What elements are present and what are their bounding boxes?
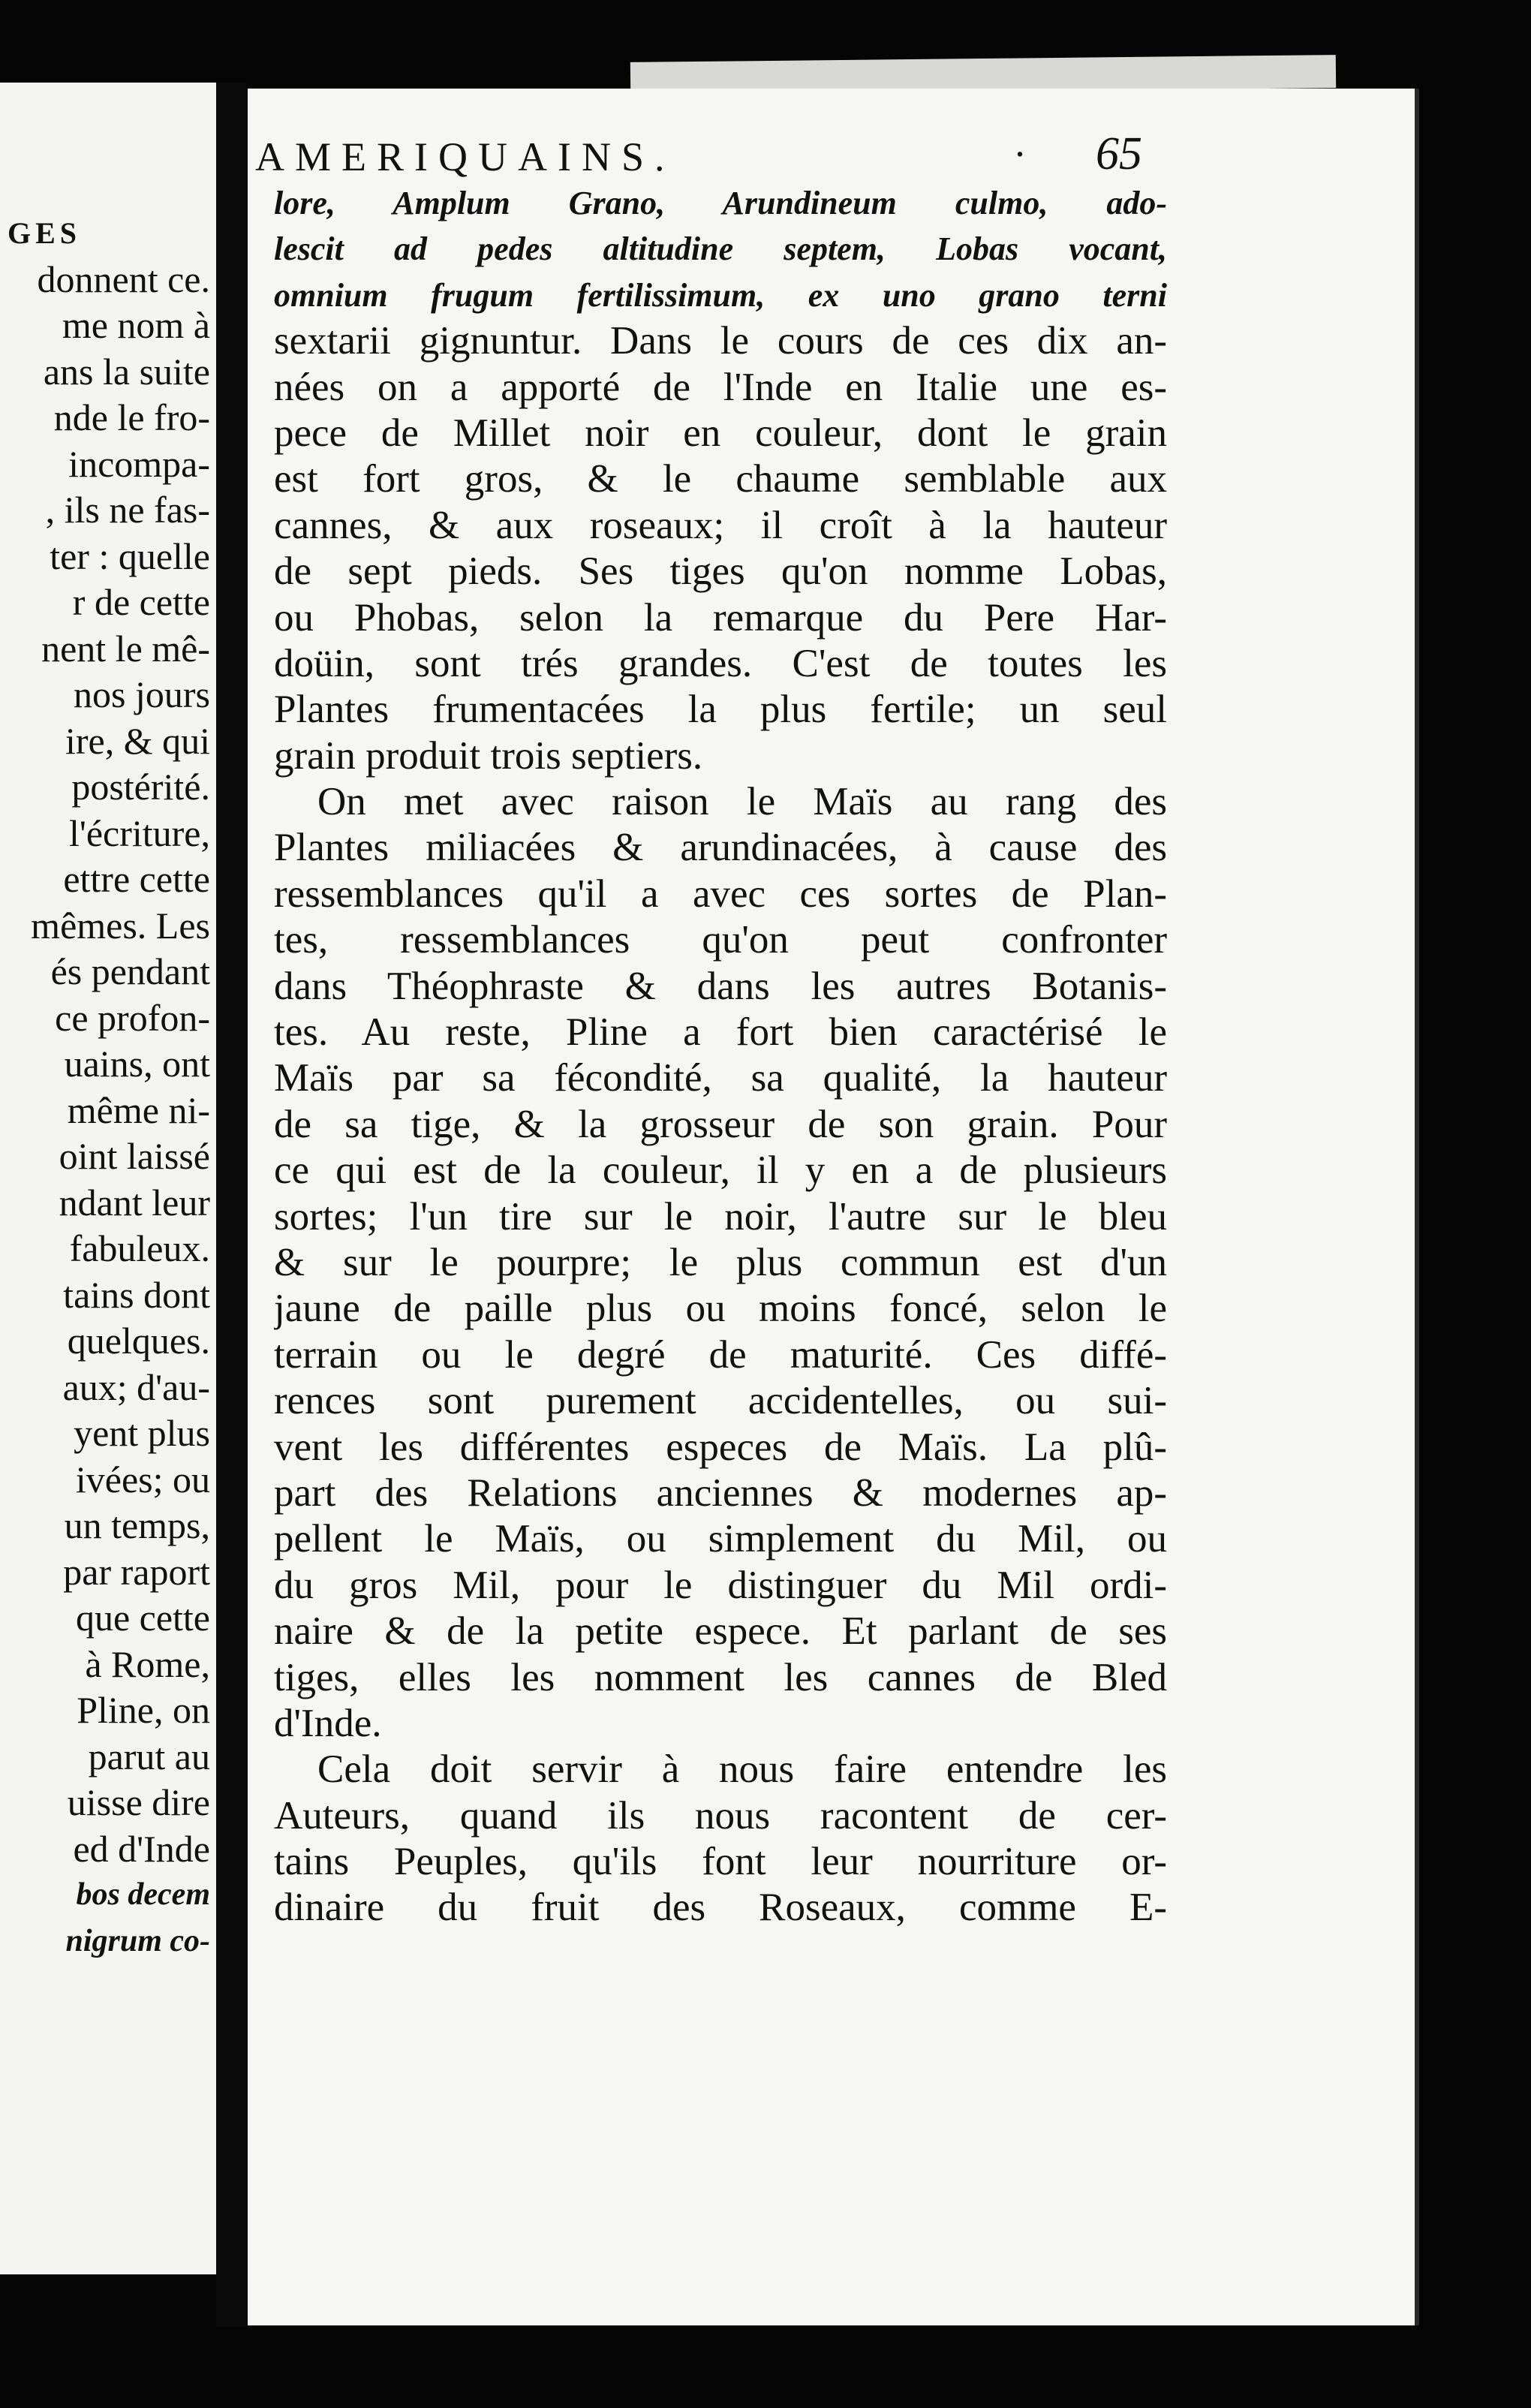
left-text-line: nde le fro- — [53, 396, 210, 438]
text-line: tains Peuples, qu'ils font leur nourriture or- — [274, 1840, 1167, 1884]
text-line: de sa tige, & la grosseur de son grain. Pour — [274, 1102, 1167, 1146]
left-text-line: ndant leur — [59, 1181, 210, 1224]
text-line: omnium frugum fertilissimum, ex uno grano terni — [274, 276, 1167, 314]
left-text-line: uisse dire — [67, 1781, 210, 1823]
text-line: naire & de la petite espece. Et parlant de ses — [274, 1609, 1167, 1654]
page-edge-line — [1415, 89, 1419, 2325]
text-line: cannes, & aux roseaux; il croît à la hauteur — [274, 503, 1167, 547]
text-line: tes, ressemblances qu'on peut confronter — [274, 918, 1167, 962]
left-text-line: tains dont — [63, 1273, 210, 1316]
left-text-line: à Rome, — [85, 1642, 210, 1685]
page-number: 65 — [1096, 128, 1142, 179]
text-line: ressemblances qu'il a avec ces sortes de Plan- — [274, 871, 1167, 916]
text-line: Plantes frumentacées la plus fertile; un seul — [274, 688, 1167, 732]
left-text-line: aux; d'au- — [62, 1365, 210, 1408]
text-line: grain produit trois septiers. — [274, 733, 703, 778]
text-line: sortes; l'un tire sur le noir, l'autre sur le bleu — [274, 1194, 1167, 1239]
left-page — [0, 83, 216, 2274]
left-text-line: yent plus — [74, 1412, 210, 1454]
text-line: dinaire du fruit des Roseaux, comme E- — [274, 1886, 1167, 1930]
text-line: Plantes miliacées & arundinacées, à cause des — [274, 826, 1167, 870]
left-text-line: me nom à — [62, 304, 210, 346]
body-text — [274, 180, 1167, 1931]
text-line: pece de Millet noir en couleur, dont le grain — [274, 411, 1167, 455]
left-text-line: uains, ont — [64, 1043, 210, 1085]
text-line: vent les différentes especes de Maïs. La plû- — [274, 1425, 1167, 1469]
text-line: est fort gros, & le chaume semblable aux — [274, 457, 1167, 501]
header-dot: · — [1013, 131, 1027, 176]
left-page-text — [0, 210, 210, 1964]
text-line: nées on a apporté de l'Inde en Italie une es- — [274, 365, 1167, 409]
left-page-running-head: GES — [8, 216, 82, 250]
text-line: part des Relations anciennes & modernes ap- — [274, 1470, 1167, 1515]
text-line: ce qui est de la couleur, il y en a de plusieurs — [274, 1148, 1167, 1193]
text-line: jaune de paille plus ou moins foncé, selon le — [274, 1287, 1167, 1331]
left-text-line: nigrum co- — [65, 1923, 210, 1958]
left-text-line: quelques. — [67, 1320, 210, 1362]
left-text-line: même ni- — [67, 1088, 210, 1131]
left-text-line: un temps, — [64, 1504, 210, 1546]
text-line: sextarii gignuntur. Dans le cours de ces dix an- — [274, 319, 1167, 363]
text-line: tiges, elles les nomment les cannes de Bled — [274, 1655, 1167, 1699]
left-text-line: donnent ce. — [37, 257, 210, 300]
text-line: terrain ou le degré de maturité. Ces diffé- — [274, 1332, 1167, 1377]
left-text-line: nos jours — [74, 673, 210, 715]
left-text-line: és pendant — [50, 950, 210, 992]
left-text-line: r de cette — [72, 581, 210, 623]
left-text-line: ans la suite — [43, 350, 210, 393]
page-header — [255, 128, 1193, 188]
text-line: Auteurs, quand ils nous racontent de cer- — [274, 1793, 1167, 1838]
left-text-line: que cette — [75, 1597, 210, 1639]
text-line: On met avec raison le Maïs au rang des — [317, 780, 1167, 824]
left-text-line: oint laissé — [59, 1135, 210, 1177]
text-line: de sept pieds. Ses tiges qu'on nomme Lobas, — [274, 549, 1167, 594]
left-text-line: fabuleux. — [69, 1227, 210, 1269]
left-text-line: bos decem — [76, 1877, 210, 1912]
running-head: AMERIQUAINS. — [255, 134, 675, 179]
left-text-line: ettre cette — [63, 858, 210, 900]
left-text-line: postérité. — [71, 766, 210, 808]
text-line: pellent le Maïs, ou simplement du Mil, ou — [274, 1517, 1167, 1561]
left-text-line: ter : quelle — [50, 534, 210, 577]
text-line: d'Inde. — [274, 1701, 382, 1745]
text-line: Maïs par sa fécondité, sa qualité, la hauteur — [274, 1056, 1167, 1100]
book-spine-shadow — [216, 83, 246, 2327]
left-text-line: ivées; ou — [75, 1458, 210, 1500]
text-line: lescit ad pedes altitudine septem, Lobas vocant, — [274, 230, 1167, 268]
text-line: rences sont purement accidentelles, ou sui- — [274, 1379, 1167, 1423]
text-line: du gros Mil, pour le distinguer du Mil ordi- — [274, 1563, 1167, 1607]
text-line: dans Théophraste & dans les autres Botanis- — [274, 964, 1167, 1008]
left-text-line: ire, & qui — [65, 719, 210, 762]
left-text-line: mêmes. Les — [31, 904, 210, 947]
left-text-line: , ils ne fas- — [45, 489, 210, 531]
text-line: Cela doit servir à nous faire entendre les — [317, 1747, 1167, 1792]
left-text-line: Pline, on — [77, 1689, 210, 1731]
text-line: & sur le pourpre; le plus commun est d'un — [274, 1240, 1167, 1284]
left-text-line: ce profon- — [55, 996, 210, 1039]
left-text-line: par raport — [63, 1550, 210, 1593]
left-text-line: incompa- — [68, 442, 210, 485]
text-line: lore, Amplum Grano, Arundineum culmo, ado- — [274, 185, 1167, 221]
left-text-line: nent le mê- — [41, 627, 210, 670]
left-text-line: l'écriture, — [68, 811, 210, 854]
text-line: doüin, sont trés grandes. C'est de toutes les — [274, 641, 1167, 685]
left-text-line: parut au — [88, 1735, 210, 1777]
text-line: ou Phobas, selon la remarque du Pere Har- — [274, 595, 1167, 640]
left-text-line: ed d'Inde — [73, 1827, 210, 1870]
text-line: tes. Au reste, Pline a fort bien caractérisé le — [274, 1010, 1167, 1055]
